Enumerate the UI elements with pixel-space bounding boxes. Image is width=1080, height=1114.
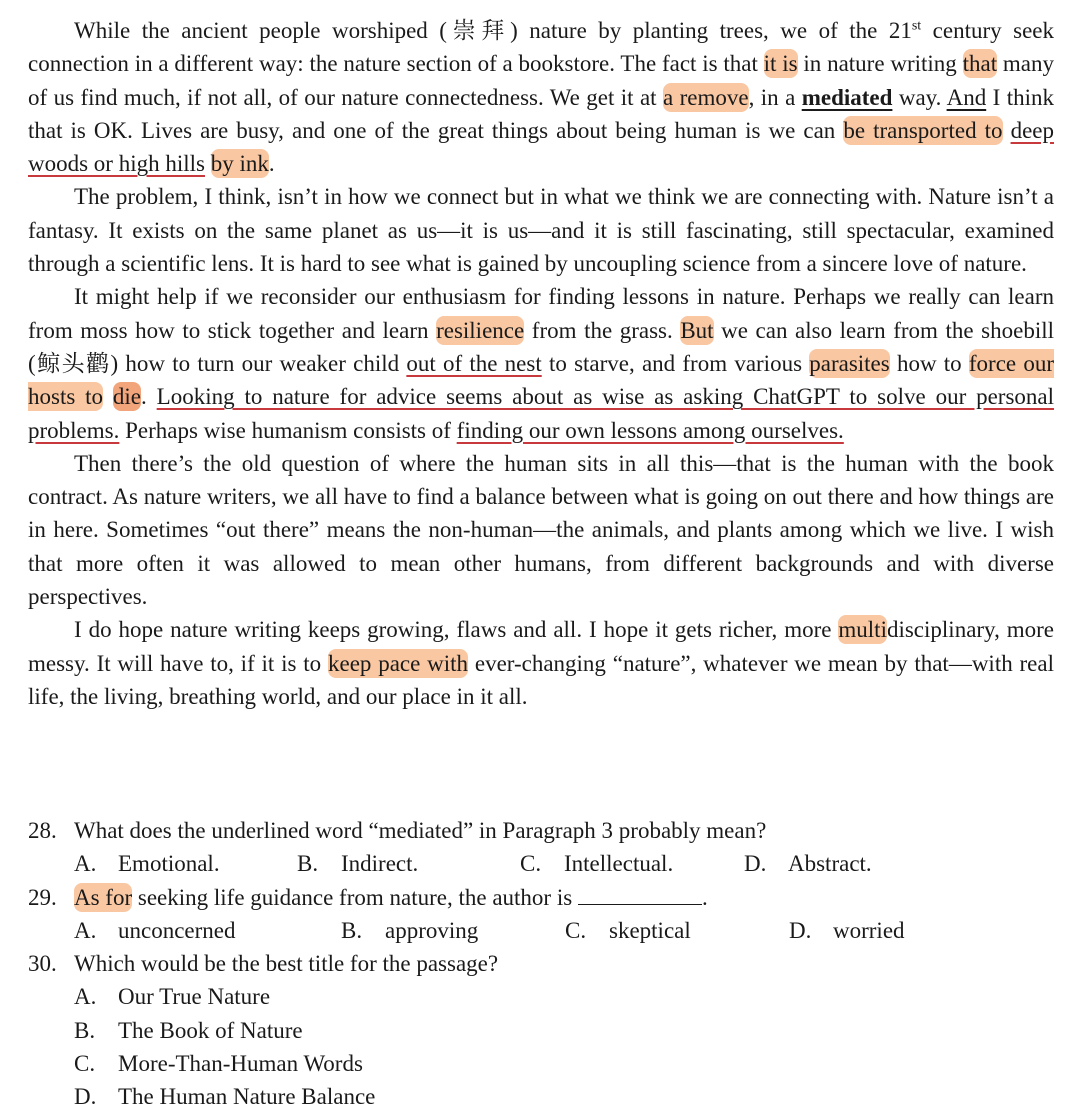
highlight-die: die: [112, 384, 142, 410]
p1-text: While the ancient people worshiped (崇拜) nature by planting trees, we of the 21: [74, 18, 912, 43]
underline-looking-to-nature: Looking to nature for advice seems about as wise as asking ChatGPT to solve our personal problems.: [28, 384, 1055, 443]
highlight-it-is: it is: [763, 51, 798, 77]
question-30-option-c[interactable]: C. More-Than-Human Words: [74, 1051, 363, 1077]
option-a[interactable]: A. Emotional.: [74, 851, 220, 877]
question-28: [28, 814, 1054, 847]
p5-text: ever-changing “nature”, whatever we mean by that—with real life, the living, breathing world, and our place in it all.: [28, 650, 1054, 709]
highlight-as-for: As for: [74, 884, 133, 910]
p1-text: .: [268, 151, 275, 177]
question-number: 30.: [28, 951, 57, 977]
underline-deep-woods: deep woods or high hills: [28, 117, 1054, 177]
question-30-option-d[interactable]: D. The Human Nature Balance: [74, 1084, 376, 1110]
highlight-but: But: [680, 317, 714, 343]
p1-text: I think that is OK. Lives are busy, and one of the great things about being human is we can: [28, 84, 1054, 143]
p3-text: to starve, and from various: [541, 350, 810, 376]
p3-text: how to: [889, 350, 969, 376]
option-c[interactable]: C. Intellectual.: [520, 851, 674, 877]
p1-text: [205, 151, 211, 176]
underline-and: And: [946, 84, 987, 110]
question-section: [28, 814, 1054, 1114]
paragraph-3: [28, 280, 1054, 446]
highlight-be-transported-to: be transported to: [843, 117, 1003, 143]
p3-text: [103, 384, 113, 409]
underlined-word-mediated: mediated: [801, 84, 893, 110]
paragraph-5: [28, 613, 1054, 713]
paragraph-1: [28, 14, 1054, 180]
question-29-options: [28, 914, 1054, 947]
highlight-that: that: [962, 51, 998, 77]
p1-text: many of us find much, if not all, of our nature connectedness. We get it at: [28, 51, 1054, 110]
p3-text: .: [141, 384, 157, 410]
highlight-force-our-hosts-to: force our hosts to: [28, 350, 1055, 410]
p1-text: [1003, 118, 1011, 143]
p1-text: century seek connection in a different way: the nature section of a bookstore. The fact is that: [28, 18, 1055, 77]
question-text: What does the underlined word “mediated” in Paragraph 3 probably mean?: [74, 818, 767, 843]
p1-text: in nature writing: [797, 51, 963, 77]
reading-passage: [28, 14, 1054, 713]
option-d[interactable]: D. Abstract.: [744, 851, 872, 877]
question-30: [28, 947, 1054, 980]
ordinal-superscript: st: [911, 18, 922, 34]
highlight-multi: multi: [838, 617, 887, 643]
highlight-keep-pace-with: keep pace with: [327, 650, 469, 676]
question-number: 28.: [28, 818, 57, 843]
highlight-resilience: resilience: [436, 317, 525, 343]
highlight-by-ink: by ink: [210, 151, 269, 177]
option-b[interactable]: B. Indirect.: [297, 851, 419, 877]
answer-blank[interactable]: [578, 882, 702, 905]
p3-text: we can also learn from the shoebill (鲸头鹳) how to turn our weaker child: [28, 317, 1054, 376]
option-a[interactable]: A. unconcerned: [74, 917, 236, 943]
question-29: [28, 881, 1054, 914]
p1-text: , in a: [748, 84, 802, 110]
question-text: As for seeking life guidance from nature, the author is .: [74, 881, 708, 914]
p5-text: disciplinary, more messy. It will have to, if it is to: [28, 617, 1054, 676]
question-28-options: [28, 847, 1054, 880]
paragraph-4: Then there’s the old question of where the human sits in all this—that is the human with the book contract. As nature writers, we all have to find a balance between what is going on out there and how things are in here. Sometimes “out there” means the non-human—the animals, and plants among which we live. I wish that more often it was allowed to mean other humans, from different backgrounds and with diverse perspectives.: [28, 450, 1054, 610]
underline-out-of-the-nest: out of the nest: [406, 350, 542, 376]
highlight-a-remove: a remove: [662, 84, 749, 110]
question-30-option-b[interactable]: B. The Book of Nature: [74, 1017, 303, 1043]
paragraph-2: The problem, I think, isn’t in how we connect but in what we think we are connecting with. Nature isn’t a fantasy. It exists on the same planet as us—it is us—and it is still fascinating, still spectacular, examined through a scientific lens. It is hard to see what is gained by uncoupling science from a sincere love of nature.: [28, 184, 1054, 277]
option-d[interactable]: D. worried: [789, 917, 905, 943]
p5-text: I do hope nature writing keeps growing, flaws and all. I hope it gets richer, more: [74, 617, 839, 643]
p3-text: It might help if we reconsider our enthusiasm for finding lessons in nature. Perhaps we really can learn from moss how to stick together and learn: [28, 284, 1054, 343]
p1-text: way.: [892, 84, 947, 110]
underline-finding-our-own-lessons: finding our own lessons among ourselves.: [456, 417, 844, 443]
question-30-option-a[interactable]: A. Our True Nature: [74, 984, 271, 1010]
option-c[interactable]: C. skeptical: [565, 917, 691, 943]
p3-text: from the grass.: [524, 317, 681, 343]
question-number: 29.: [28, 884, 57, 910]
p3-text: Perhaps wise humanism consists of: [119, 417, 457, 443]
option-b[interactable]: B. approving: [341, 917, 479, 943]
question-text: Which would be the best title for the passage?: [74, 951, 499, 977]
highlight-parasites: parasites: [809, 350, 890, 376]
